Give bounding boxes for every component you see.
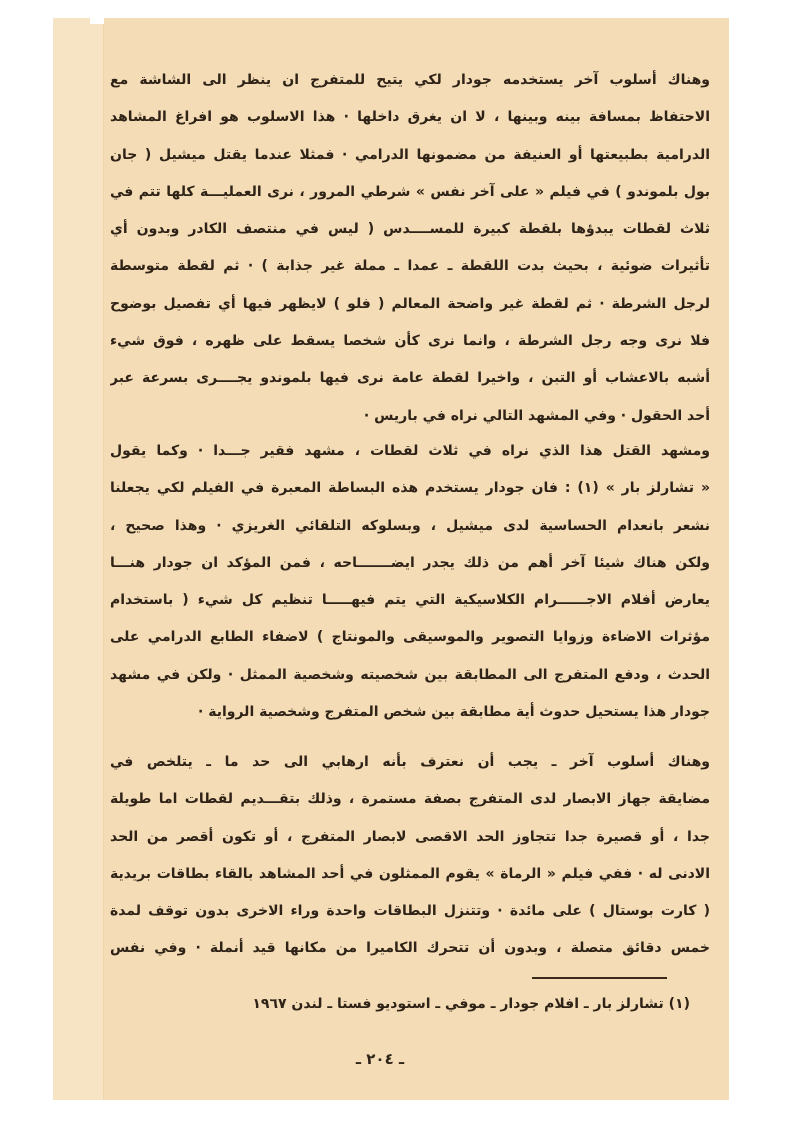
text-line: لرجل الشرطة · ثم لقطة غير واضحة المعالم ( فلو ) لايظهر فيها أي تفصيل بوضوح — [110, 295, 710, 312]
text-line: أحد الحقول · وفي المشهد التالي نراه في باريس · — [363, 407, 710, 424]
text-line: مضايقة جهاز الابصار لدى المتفرج بصفة مستمرة ، وذلك بتقـــديم لقطات اما طويلة — [110, 791, 710, 808]
text-line: مؤثرات الاضاءة وزوايا التصوير والموسيقى والمونتاج ) لاضفاء الطابع الدرامي على — [110, 629, 710, 646]
text-line: وهناك أسلوب آخر يستخدمه جودار لكي يتيح للمتفرج ان ينظر الى الشاشة مع — [110, 72, 710, 88]
text-line: يعارض أفلام الاجــــــرام الكلاسيكية التي يتم فيهـــــا تنظيم كل شيء ( باستخدام — [110, 592, 710, 609]
text-line: الاحتفاظ بمسافة بينه وبينها ، لا ان يغرق داخلها · هذا الاسلوب هو افراغ المشاهد — [110, 109, 710, 126]
paragraph-2 — [110, 433, 710, 731]
text-line: ثلاث لقطات يبدؤها بلقطة كبيرة للمســــدس ( ليس في منتصف الكادر وبدون أي — [110, 221, 710, 238]
text-line: « تشارلز بار » (١) : فان جودار يستخدم هذه البساطة المعبرة في الفيلم لكي يجعلنا — [110, 480, 710, 497]
text-line: خمس دقائق متصلة ، وبدون أن تتحرك الكاميرا من مكانها قيد أنملة · وفي نفس — [110, 940, 710, 957]
text-line: أشبه بالاعشاب أو التبن ، واخيرا لقطة عامة نرى فيها بلموندو يجــــرى بسرعة عبر — [110, 370, 710, 387]
text-line: وهناك أسلوب آخر ـ يجب أن نعترف بأنه ارهابي الى حد ما ـ يتلخص في — [110, 754, 710, 770]
text-line: ( كارت بوستال ) على مائدة · وتتنزل البطاقات واحدة وراء الاخرى بدون توقف لمدة — [110, 903, 710, 920]
footnote-divider — [532, 977, 667, 979]
text-line: بول بلموندو ) في فيلم « على آخر نفس » شرطي المرور ، نرى العمليـــة كلها تتم في — [110, 183, 710, 200]
binding-notch — [90, 18, 104, 24]
text-line: جدا ، أو قصيرة جدا تتجاوز الحد الاقصى لابصار المتفرج ، أو تكون أقصر من الحد — [110, 828, 710, 845]
footnote: (١) تشارلز بار ـ افلام جودار ـ موفي ـ استوديو فستا ـ لندن ١٩٦٧ — [252, 996, 690, 1012]
text-line: ولكن هناك شيئا آخر أهم من ذلك يجدر ايضـــــــاحه ، فمن المؤكد ان جودار هنـــا — [110, 554, 710, 571]
text-line: ومشهد القتل هذا الذي نراه في ثلاث لقطات ، مشهد فقير جـــدا · وكما يقول — [110, 443, 710, 459]
text-line: الادنى له · ففي فيلم « الرماة » يقوم الممثلون في أحد المشاهد بالقاء بطاقات بريدية — [110, 865, 710, 882]
page-binding-edge — [53, 18, 104, 1100]
text-line: الحدث ، ودفع المتفرج الى المطابقة بين شخصيته وشخصية الممثل · ولكن في مشهد — [110, 666, 710, 683]
text-line: نشعر بانعدام الحساسية لدى ميشيل ، وبسلوكه التلقائي الغريزي · وهذا صحيح ، — [110, 517, 710, 534]
text-line: فلا نرى وجه رجل الشرطة ، وانما نرى كأن شخصا يسقط على ظهره ، فوق شيء — [110, 333, 710, 350]
text-line: تأثيرات ضوئية ، بحيث بدت اللقطة ـ عمدا ـ مملة غير جذابة ) · ثم لقطة متوسطة — [110, 258, 710, 275]
page-number: ـ ٢٠٤ ـ — [355, 1050, 405, 1068]
paragraph-1 — [110, 62, 710, 435]
paragraph-3 — [110, 744, 710, 968]
text-line: جودار هذا يستحيل حدوث أية مطابقة بين شخص المتفرج وشخصية الرواية · — [198, 704, 710, 721]
text-line: الدرامية بطبيعتها أو العنيفة من مضمونها الدرامي · فمثلا عندما يقتل ميشيل ( جان — [110, 146, 710, 163]
